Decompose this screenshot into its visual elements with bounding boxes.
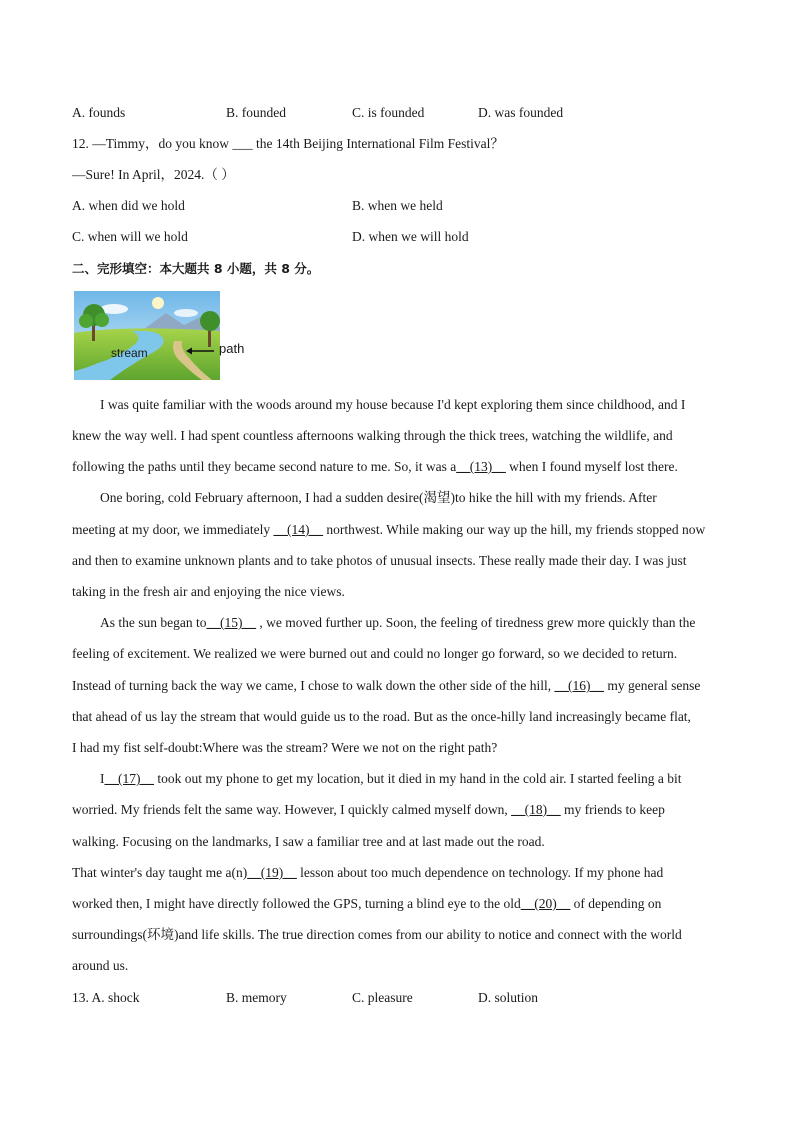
passage-line: that ahead of us lay the stream that would guide us to the road. But as the once-hilly land increasingly became flat, — [72, 709, 691, 724]
passage-line: surroundings(环境)and life skills. The true direction comes from our ability to notice and connect with the world — [72, 927, 682, 942]
q11-option-b[interactable]: B. founded — [226, 105, 286, 120]
q11-option-a[interactable]: A. founds — [72, 105, 126, 120]
passage-line: meeting at my door, we immediately __(14)__ northwest. While making our way up the hill, my friends stopped now — [72, 522, 706, 537]
q12-option-d[interactable]: D. when we will hold — [352, 229, 469, 244]
blank-20[interactable]: __(20)__ — [520, 896, 571, 911]
passage-line: As the sun began to__(15)__ , we moved further up. Soon, the feeling of tiredness grew more quickly than the — [100, 615, 696, 630]
passage-line: Instead of turning back the way we came, I chose to walk down the other side of the hill, __(16)__ my general sense — [72, 678, 701, 693]
blank-14[interactable]: __(14)__ — [273, 522, 324, 537]
q13-option-a[interactable]: 13. A. shock — [72, 990, 140, 1005]
passage-line: following the paths until they became second nature to me. So, it was a__(13)__ when I found myself lost there. — [72, 459, 678, 474]
passage-line: I__(17)__ took out my phone to get my location, but it died in my hand in the cold air. I started feeling a bit — [100, 771, 682, 786]
q13-option-b[interactable]: B. memory — [226, 990, 287, 1005]
q12-option-b[interactable]: B. when we held — [352, 198, 443, 213]
passage-line: worked then, I might have directly followed the GPS, turning a blind eye to the old__(20)__ of depending on — [72, 896, 662, 911]
section-heading: 二、完形填空：本大题共 8 小题，共 8 分。 — [72, 261, 320, 276]
blank-15[interactable]: __(15)__ — [206, 615, 256, 630]
passage-line: walking. Focusing on the landmarks, I saw a familiar tree and at last made out the road. — [72, 834, 545, 849]
q11-option-d[interactable]: D. was founded — [478, 105, 564, 120]
q13-option-d[interactable]: D. solution — [478, 990, 539, 1005]
blank-13[interactable]: __(13)__ — [456, 459, 506, 474]
passage-line: knew the way well. I had spent countless afternoons walking through the thick trees, watching the wildlife, and — [72, 428, 673, 443]
q12-option-a[interactable]: A. when did we hold — [72, 198, 185, 213]
path-label: path — [219, 341, 245, 356]
blank-18[interactable]: __(18)__ — [511, 802, 561, 817]
q13-option-c[interactable]: C. pleasure — [352, 990, 413, 1005]
q12-stem-line2: —Sure! In April，2024.（ ） — [72, 167, 235, 182]
q12-option-c[interactable]: C. when will we hold — [72, 229, 188, 244]
passage-line: That winter's day taught me a(n)__(19)__ lesson about too much dependence on technology. If my phone had — [72, 865, 664, 880]
passage-line: taking in the fresh air and enjoying the nice views. — [72, 584, 345, 599]
arrow-left-icon — [186, 346, 214, 356]
passage-line: I had my fist self-doubt:Where was the stream? Were we not on the right path? — [72, 740, 498, 755]
landscape-image — [74, 291, 220, 380]
passage-line: worried. My friends felt the same way. However, I quickly calmed myself down, __(18)__ my friends to keep — [72, 802, 665, 817]
passage-line: I was quite familiar with the woods around my house because I'd kept exploring them since childhood, and I — [100, 397, 686, 412]
passage-line: around us. — [72, 958, 129, 973]
stream-label: stream — [111, 346, 148, 360]
passage-line: and then to examine unknown plants and to take photos of unusual insects. These really made their day. I was just — [72, 553, 687, 568]
blank-19[interactable]: __(19)__ — [247, 865, 297, 880]
q12-stem-line1: 12. —Timmy，do you know ___ the 14th Beijing International Film Festival？ — [72, 136, 504, 151]
passage-line: feeling of excitement. We realized we were burned out and could no longer go forward, so we decided to return. — [72, 646, 678, 661]
blank-16[interactable]: __(16)__ — [554, 678, 604, 693]
passage-line: One boring, cold February afternoon, I had a sudden desire(渴望)to hike the hill with my friends. After — [100, 490, 657, 505]
blank-17[interactable]: __(17)__ — [104, 771, 154, 786]
stream-path-illustration — [74, 291, 220, 380]
q11-option-c[interactable]: C. is founded — [352, 105, 425, 120]
